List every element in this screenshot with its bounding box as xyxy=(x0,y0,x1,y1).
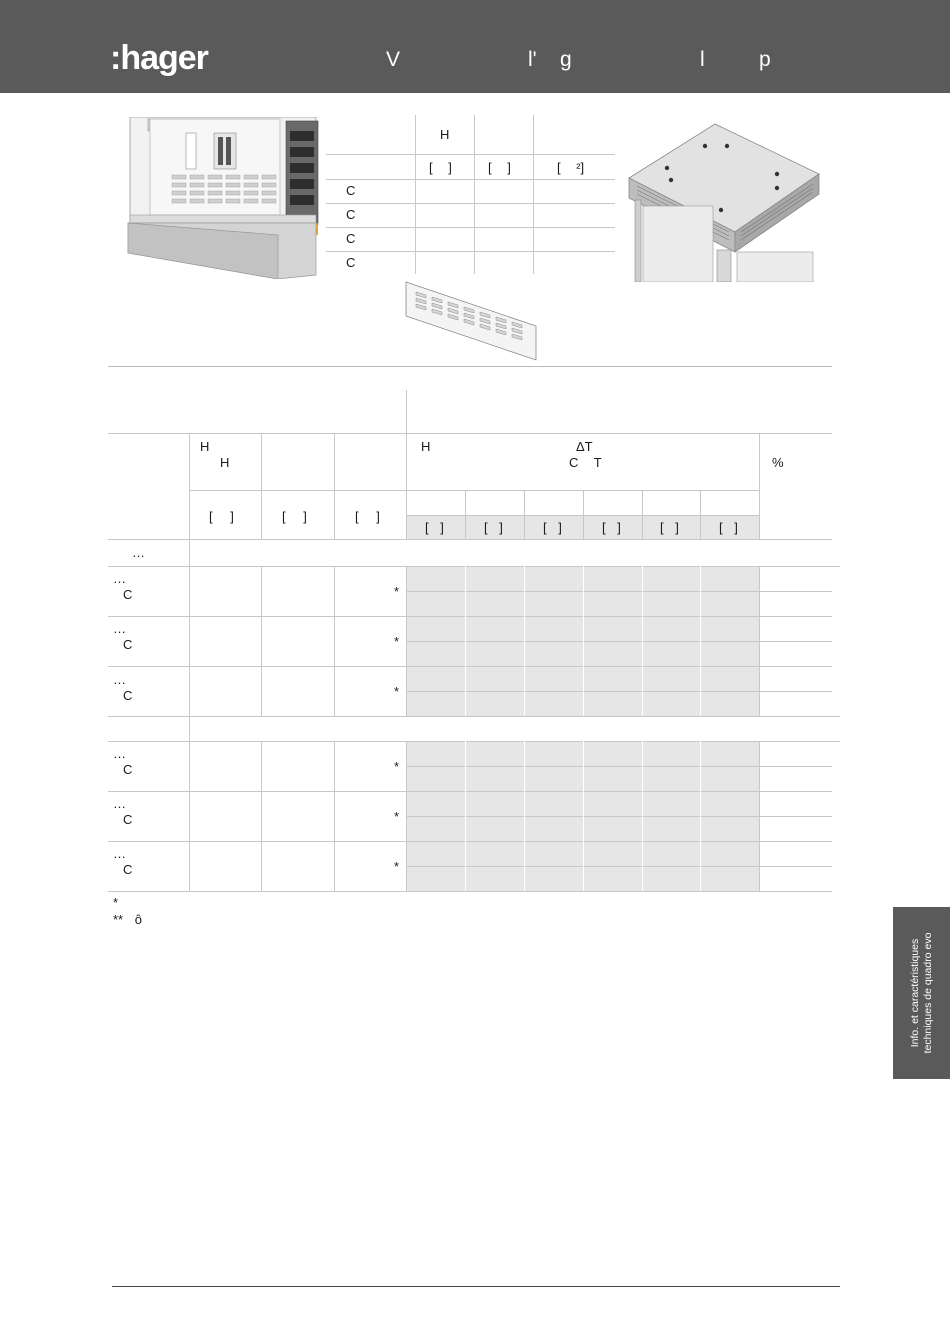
side-tab-label: Info. et caractéristiques techniques de quadro evo xyxy=(908,932,934,1054)
row-c-label: C xyxy=(123,587,133,602)
temp-unit-cell: [ ] xyxy=(543,520,562,535)
row-c-label: C xyxy=(123,688,133,703)
row-dots: … xyxy=(113,796,126,811)
row-c-label: C xyxy=(123,637,133,652)
unit-cell: [ ] xyxy=(355,509,380,524)
row-asterisk: * xyxy=(394,634,400,649)
header-title-fragment: l' xyxy=(528,48,537,71)
row-dots: … xyxy=(113,672,126,687)
header-title-fragment: p xyxy=(759,48,771,71)
header-bar xyxy=(0,0,950,93)
spec-header-h: H xyxy=(440,127,450,142)
temp-unit-cell: [ ] xyxy=(425,520,444,535)
temp-unit-cell: [ ] xyxy=(484,520,503,535)
temp-unit-cell: [ ] xyxy=(719,520,738,535)
spec-unit-cell: [ ] xyxy=(429,160,452,175)
unit-cell: [ ] xyxy=(209,509,234,524)
cabinet-plinth-image xyxy=(126,117,320,279)
row-dots: … xyxy=(113,571,126,586)
row-c-label: C xyxy=(123,812,133,827)
side-tab xyxy=(893,907,950,1079)
unit-cell: [ ] xyxy=(282,509,307,524)
spec-unit-cell: [ ] xyxy=(488,160,511,175)
footnote-1: * xyxy=(113,895,119,910)
row-asterisk: * xyxy=(394,684,400,699)
spec-row-label: C xyxy=(346,231,356,246)
section-divider xyxy=(108,366,832,367)
row-c-label: C xyxy=(123,762,133,777)
row-asterisk: * xyxy=(394,584,400,599)
spec-row-label: C xyxy=(346,255,356,270)
temp-unit-cell: [ ] xyxy=(602,520,621,535)
main-header-h: H xyxy=(200,439,210,454)
temp-header-delta: ΔT xyxy=(576,439,593,454)
cabinet-roof-image xyxy=(625,122,820,282)
header-title-fragment: l xyxy=(700,48,705,71)
header-title-fragment: g xyxy=(560,48,572,71)
main-header-h-second: H xyxy=(220,455,230,470)
row-asterisk: * xyxy=(394,859,400,874)
row-asterisk: * xyxy=(394,809,400,824)
row-dots: … xyxy=(113,846,126,861)
footnote-2: ** ô xyxy=(113,912,142,927)
spec-row-label: C xyxy=(346,183,356,198)
temp-header-ct: C T xyxy=(569,455,602,470)
percent-header: % xyxy=(772,455,784,470)
temp-unit-cell: [ ] xyxy=(660,520,679,535)
spec-row-label: C xyxy=(346,207,356,222)
row-asterisk: * xyxy=(394,759,400,774)
hager-logo: :hager xyxy=(110,39,208,77)
header-title-fragment: V xyxy=(386,48,401,71)
section-label: … xyxy=(132,545,145,560)
row-c-label: C xyxy=(123,862,133,877)
row-dots: … xyxy=(113,621,126,636)
spec-unit-cell: [ ²] xyxy=(557,160,585,175)
vent-panel-image xyxy=(404,280,540,362)
row-dots: … xyxy=(113,746,126,761)
temp-header-h: H xyxy=(421,439,431,454)
footer-divider xyxy=(112,1286,840,1287)
